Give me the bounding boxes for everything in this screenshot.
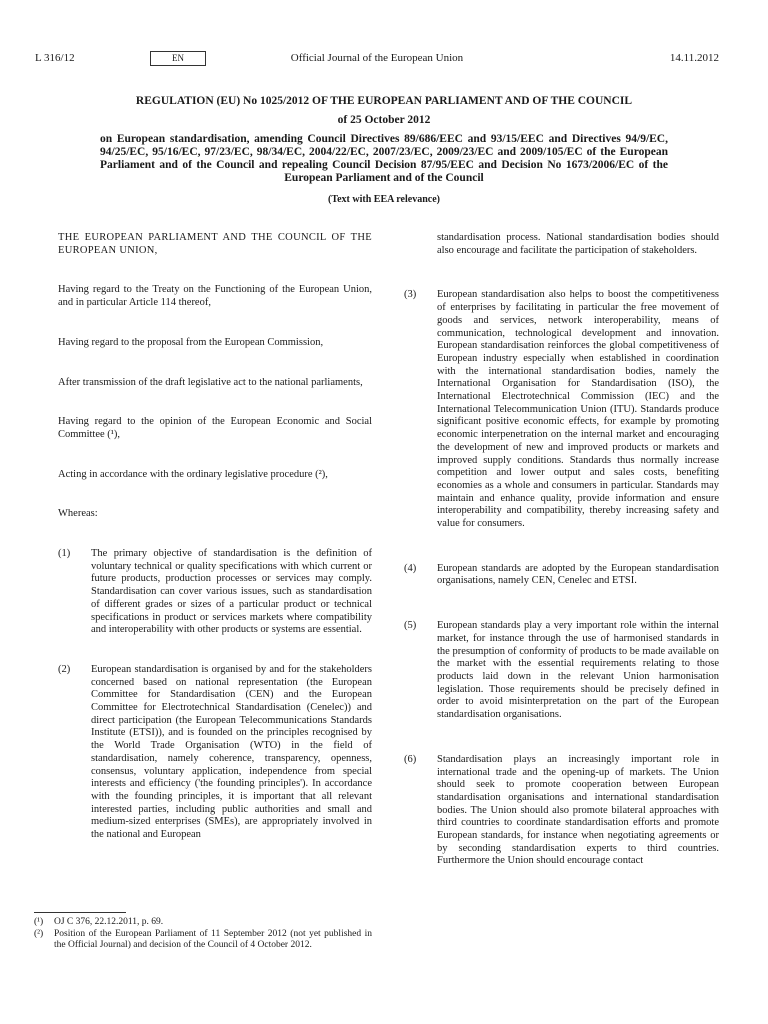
preamble-whereas: Whereas: xyxy=(58,508,98,520)
preamble-transmission: After transmission of the draft legislative act to the national parliaments, xyxy=(58,376,363,388)
eea-relevance: (Text with EEA relevance) xyxy=(328,194,440,205)
recital-number: (5) xyxy=(404,620,417,632)
preamble-proposal: Having regard to the proposal from the European Commission, xyxy=(58,336,324,348)
recital-6 xyxy=(404,754,719,868)
recital-2-continued: standardisation process. National standardisation bodies should also encourage and facilitate the participation of stakeholders. xyxy=(437,232,719,256)
preamble-treaty: Having regard to the Treaty on the Functioning of the European Union, and in particular Article 114 thereof, xyxy=(58,284,372,309)
recital-number: (1) xyxy=(58,548,71,560)
regulation-title: REGULATION (EU) No 1025/2012 OF THE EUROPEAN PARLIAMENT AND OF THE COUNCIL xyxy=(135,95,633,107)
recital-number: (2) xyxy=(58,663,71,675)
recital-text: European standards play a very important role within the internal market, for instance through the use of harmonised standards in the presumption of conformity of products to be made available on the market with the essential requirements relating to those products laid down in the relevant Union harmonisation legislation. Those requirements should be precisely defined in order to avoid misinterpretation on the part of the European standardisation organisations. xyxy=(437,620,719,721)
recital-text: European standardisation is organised by and for the stakeholders concerned based on national representation (the European Committee for Standardisation (CEN) and the European Committee for Electrotechnical Standardisation (Cenelec)) and direct participation (the European Telecommunications Standards Institute (ETSI)), and is founded on the principles recognised by the World Trade Organisation (WTO) in the field of standardisation, namely coherence, transparency, openness, consensus, voluntary application, independence from special interests and efficiency ('the founding principles'). In accordance with the founding principles, it is important that all relevant interested parties, including public authorities and small and medium-sized enterprises (SMEs), are appropriately involved in the national and European xyxy=(91,663,372,841)
recital-3 xyxy=(404,289,719,530)
recital-text: The primary objective of standardisation is the definition of voluntary technical or quality specifications with which current or future products, production processes or services may comply. Standardisation can cover various issues, such as standardisation of different grades or sizes of a particular product or technical specifications in product or services markets where compatibility and interoperability with other products or systems are essential. xyxy=(91,548,372,636)
page-reference: L 316/12 xyxy=(35,52,75,64)
recital-text: European standardisation also helps to boost the competitiveness of enterprises by facilitating in particular the free movement of goods and services, network interoperability, means of communication, technological development and innovation. European standardisation reinforces the global competitiveness of European industry especially when established in coordination with the international standardisation bodies, namely the International Organisation for Standardisation (ISO), the International Electrotechnical Commission (IEC) and the International Telecommunication Union (ITU). Standards produce significant positive economic effects, for example by promoting economic interpenetration on the internal market and encouraging the development of new and improved products or markets and improved supply conditions. Standards thus normally increase competition and lower output and sales costs, benefiting economies as a whole and consumers in particular. Standards may maintain and enhance quality, provide information and ensure interoperability and compatibility, thereby increasing safety and value for consumers. xyxy=(437,289,719,530)
footnote-mark: (¹) xyxy=(34,917,44,927)
regulation-date: of 25 October 2012 xyxy=(337,114,431,126)
recital-2 xyxy=(58,664,372,842)
footnote-text: Position of the European Parliament of 11 September 2012 (not yet published in the Official Journal) and decision of the Council of 4 October 2012. xyxy=(54,928,372,950)
preamble-intro: THE EUROPEAN PARLIAMENT AND THE COUNCIL OF THE EUROPEAN UNION, xyxy=(58,232,372,256)
recital-number: (6) xyxy=(404,753,417,765)
language-badge: EN xyxy=(150,51,206,66)
footnote-divider xyxy=(34,912,126,913)
regulation-title-block xyxy=(100,95,668,206)
footnote-1 xyxy=(34,917,372,929)
footnote-text: OJ C 376, 22.12.2011, p. 69. xyxy=(54,917,164,927)
recital-4 xyxy=(404,563,719,588)
preamble-procedure: Acting in accordance with the ordinary legislative procedure (²), xyxy=(58,468,328,480)
footnote-mark: (²) xyxy=(34,928,44,939)
recital-1 xyxy=(58,548,372,637)
regulation-subject: on European standardisation, amending Council Directives 89/686/EEC and 93/15/EEC and Directives 94/9/EC, 94/25/EC, 95/16/EC, 97/23/EC, 98/34/EC, 2004/22/EC, 2007/23/EC, 2009/23/EC and 2009/105/EC of the European Parliament and of the Council and repealing Council Decision 87/95/EEC and Decision No 1673/2006/EC of the European Parliament and of the Council xyxy=(100,133,668,184)
preamble-opinion: Having regard to the opinion of the European Economic and Social Committee (¹), xyxy=(58,416,372,440)
recital-5 xyxy=(404,620,719,722)
recital-number: (3) xyxy=(404,289,417,301)
recital-text: European standards are adopted by the European standardisation organisations, namely CEN, Cenelec and ETSI. xyxy=(437,562,719,587)
footnote-2 xyxy=(34,929,372,952)
recital-text: Standardisation plays an increasingly important role in international trade and the opening-up of markets. The Union should seek to promote cooperation between European standardisation organisations and international standardisation bodies. The Union should also promote bilateral approaches with third countries to coordinate standardisation efforts and promote European standards, for instance when negotiating agreements or by seconding standardisation experts to third countries. Furthermore the Union should encourage contact xyxy=(437,753,719,867)
page-header xyxy=(35,50,719,70)
right-column xyxy=(404,232,719,868)
recital-number: (4) xyxy=(404,562,417,574)
left-column xyxy=(58,232,372,842)
footnotes xyxy=(34,912,372,952)
publication-date: 14.11.2012 xyxy=(669,52,719,64)
journal-title: Official Journal of the European Union xyxy=(290,52,464,64)
